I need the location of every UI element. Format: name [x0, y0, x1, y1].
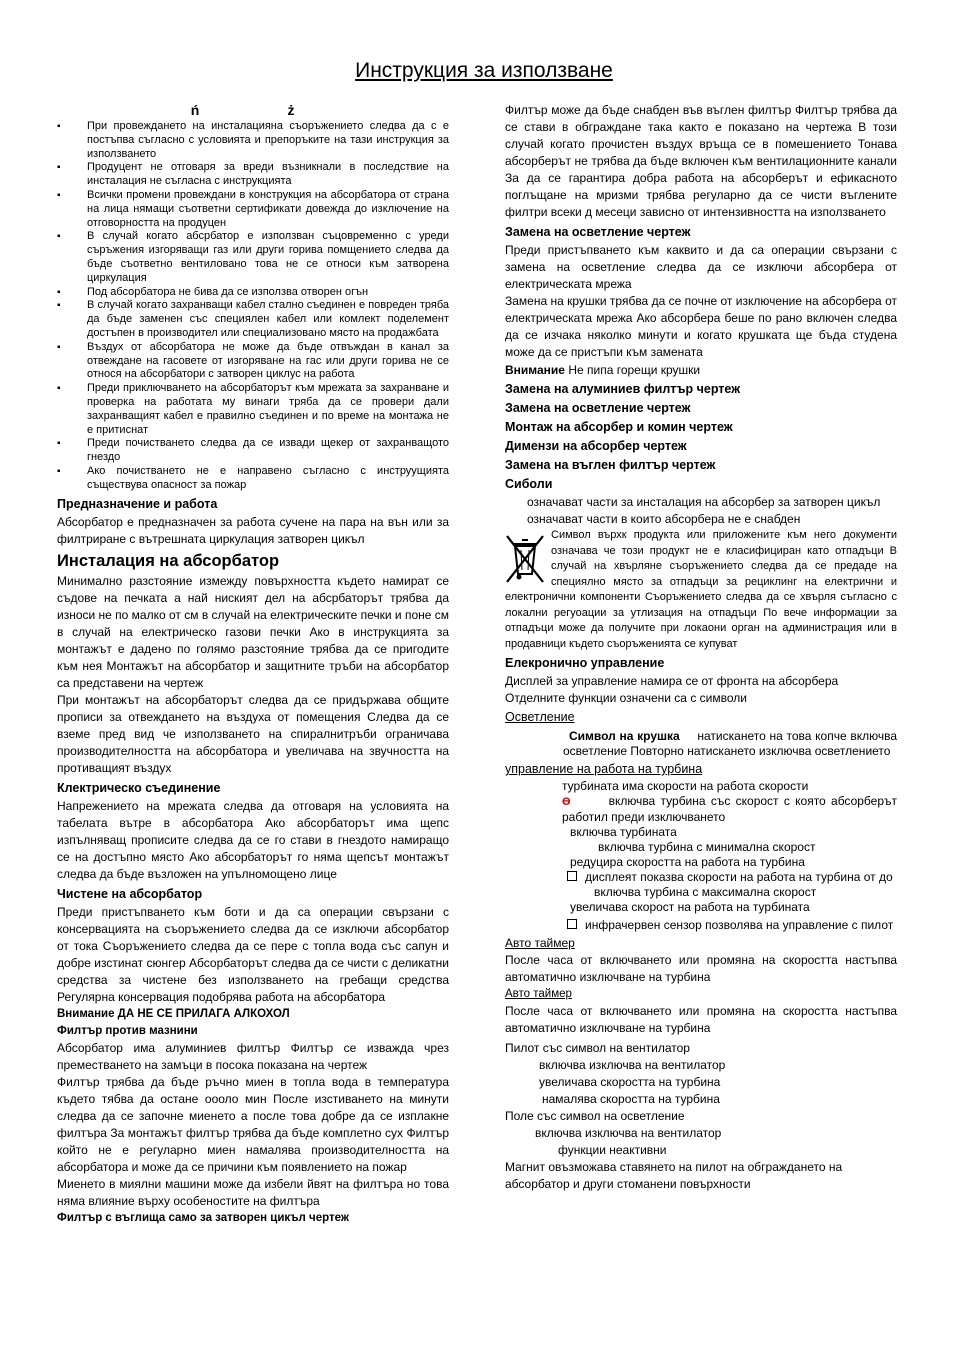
drawing-line: Замена на осветление чертеж — [505, 401, 691, 415]
crossed-bin-icon — [505, 530, 545, 588]
attention-label: Внимание — [505, 363, 565, 377]
remote-heading: Пилот със символ на вентилатор — [505, 1041, 690, 1055]
list-item: ▪ В случай когато абсрбатор е използван съцовременно с уреди съръжения изгоряващи газ или други горива помщението следва да бъде съответно вентиловано това не се относи към затворена циркулация — [57, 230, 449, 285]
turbine-line — [505, 794, 897, 825]
list-item: ▪ При провеждането на инсталацияна съоръжението следва да с е постъпва съгласно с условията и препоръките на тази инструкция за използването — [57, 120, 449, 161]
remote-line: намалява скоростта на турбина — [542, 1092, 720, 1106]
lamp-text: Замена на крушки трябва да се почне от изключение на абсорбера от електрическата мрежа Ако абсорбера беше по рано включен следва да се изчака няколко минути и когато крушката ще бъда студена може да се пристъпи към замената — [505, 294, 897, 359]
safety-list — [57, 120, 449, 493]
light-field-line: включва изключва на вентилатор — [535, 1126, 722, 1140]
weee-block — [505, 528, 897, 652]
symbols-text: означават части за инсталация на абсорбер за затворен цикъл — [527, 495, 881, 509]
right-column — [505, 102, 897, 1193]
drawing-line: Димензи на абсорбер чертеж — [505, 439, 687, 453]
drawing-line: Замена на въглен филтър чертеж — [505, 458, 716, 472]
turbine-line-text: дисплеят показва скорости на работа на турбина от до — [585, 870, 893, 884]
light-field-heading: Поле със символ на осветление — [505, 1109, 685, 1123]
timer-heading: Авто таймер — [505, 988, 572, 1000]
purpose-text: Абсорбатор е предназначен за работа сучене на пара на вън или за филтриране с вътрешната циркулация затворен цикъл — [57, 514, 449, 546]
alcohol-warning: Внимание ДА НЕ СЕ ПРИЛАГА АЛКОХОЛ — [57, 1007, 290, 1020]
display-icon — [567, 871, 577, 881]
remote-line: увеличава скоростта на турбина — [539, 1075, 721, 1089]
timer-text: После часа от включването или промяна на скоростта настъпва автоматично изключване на турбина — [505, 953, 897, 984]
bulb-description — [505, 729, 897, 759]
heading-mark: ń — [190, 102, 200, 118]
grease-filter-heading: Филтър против мазнини — [57, 1024, 198, 1037]
drawing-line: Монтаж на абсорбер и комин чертеж — [505, 420, 733, 434]
grease-filter-text: Филтър трябва да бъде ръчно миен в топла вода в температура къдетo тябва да остане оооло мин После изстиването на минути следва да се започне миенето а после това добре да се изплакне филтъра За монтажът филтър трябва да бъде комплетно сух Филтър който не е регуларно миен намалява производителността на абсорбатора и може да се причини към появлението на пожар — [57, 1074, 449, 1174]
install-heading: Инсталация на абсорбатор — [57, 551, 280, 570]
turbine-line: включва турбината — [570, 825, 677, 839]
turbine-line — [505, 870, 897, 885]
charcoal-filter-heading: Филтър с въглища само за затворен цикъл чертеж — [57, 1211, 350, 1224]
weee-text: Символ върхк продукта или приложените към него документи означава че този продукт не е класифициран като отпадъци В случай на хвърляне съоръжението следва да се предаде на специялно място за отпадъци за рециклинг на електрични и електронични компоненти Съоръжението следва да се хвърля съгласно с локални регуоации за утлизация на отпадъци По вече информации за отпадъци може да получите при локаони орган на администрация или в продавници където съоръженията се купуват — [505, 529, 897, 650]
turbine-line-text: инфрачервен сензор позволява на управление с пилот — [585, 918, 894, 932]
lamp-text: Преди пристъпването към каквито и да са операции свързани с замена на осветление следва да се изключи абсорбера от електрическата мрежа — [505, 243, 897, 291]
turbine-heading: управление на работа на турбина — [505, 762, 703, 776]
attention-line — [505, 361, 897, 380]
light-field-line: функции неактивни — [558, 1143, 667, 1157]
install-paragraph: Минимално разстояние измежду повърхността където намират се съдове на печката а най ниският дел на абсрбаторът трябва да износи не по малко от см в случай на електрическите печки и поне см в случай на електрическо газови печки Ако в инструкцията за монтажът е дадено по голямо разстояние трябва да се пригодите към нея Монтажът на абсорбатор и защитните тръби на абсорбатор са представени на чертеж — [57, 573, 449, 690]
left-column — [57, 102, 449, 1227]
symbols-text: означават части в които абсорбера не е снабден — [527, 512, 801, 526]
turbine-line — [505, 918, 897, 933]
purpose-heading: Предназначение и работа — [57, 496, 218, 511]
control-heading: Елекронично управление — [505, 656, 665, 670]
heading-mark: ż — [287, 102, 295, 118]
bulb-text: натискането на това копче включва осветление Повторно натискането изключва осветлението — [563, 729, 897, 758]
list-item: ▪ В случай когато захранващи кабел стално съединен е повреден тряба да бъде заменен със специялен кабел или комлект поделемент достъпен в производител или специализовано място на продажбата — [57, 299, 449, 340]
list-item: ▪ Ако почистването не е направено съгласно с инструущията съществува опасност за пожар — [57, 465, 449, 493]
turbine-line: включва турбина с максимална скорост — [594, 885, 817, 899]
electric-text: Напрежението на мрежата следва да отговаря на условията на табелата вътре в абсорбатора Ако абсорбаторът има щепс изпълняващ прописите следва да се го стави в гнездото намиращо се на достъпно място Ако абсорбаторът го няма щепсът монтажът следва да бъде възложен на упълномощено лице — [57, 798, 449, 881]
turbine-line: редуцира скоростта на работа на турбина — [570, 855, 805, 869]
turbine-line-text: включва турбина със скорост с която абсорберът работил преди изключването — [562, 794, 897, 824]
turbine-line: турбината има скорости на работа скорости — [562, 779, 809, 793]
list-item: ▪ Преди почистването следва да се извади щекер от захранващото гнездо — [57, 437, 449, 465]
cleaning-heading: Чистене на абсорбатор — [57, 886, 203, 901]
grease-filter-text: Миенето в миялни машини може да избели йвят на филтъра но това няма влияние върху особеностите на филтъра — [57, 1176, 449, 1208]
list-item: ▪ Под абсорбатора не бива да се използва отворен огън — [57, 286, 449, 300]
bulb-symbol-label: Символ на крушка — [569, 729, 680, 743]
install-paragraph: При монтажът на абсорбаторът следва да се придържава общите прописи за отвеждането на въздуха от помещения Следва да се вземе пред вид че използването на спиралнитръби ограничава производителността на абсорбатора и увеличава на звучността на противащият въздух — [57, 692, 449, 775]
heading-marks — [37, 102, 449, 118]
turbine-line: включва турбина с минимална скорост — [598, 840, 816, 854]
remote-line: включва изключва на вентилатор — [539, 1058, 726, 1072]
control-text: Дисплей за управление намира се от фронта на абсорбера — [505, 674, 839, 688]
drawing-line: Замена на алуминиев филтър чертеж — [505, 382, 741, 396]
light-heading: Осветление — [505, 710, 575, 724]
list-item: ▪ Преди приключването на абсорбаторът към мрежата за захранване и проверка на работата му винаги тряба да се провери дали захранващият кабел е правилно съединен и по време на монтажа не е притиснат — [57, 382, 449, 437]
magnet-text: Магнит овъзможава ставянето на пилот на обграждането на абсорбатор и други стоманени повърхности — [505, 1160, 843, 1191]
attention-text: Не пипа горещи крушки — [568, 363, 701, 377]
electric-heading: Клектрическо съединение — [57, 780, 221, 795]
lamp-heading: Замена на осветление чертеж — [505, 225, 691, 239]
grease-filter-text: Абсорбатор има алуминиев филтър Филтър се изважда чрез преместването на замъци в посока показана на чертеж — [57, 1040, 449, 1072]
turbine-line: увеличава скорост на работа на турбината — [570, 900, 810, 914]
list-item: ▪ Въздух от абсорбатора не може да бъде отвъждан в канал за отвеждане на гасовете от изгоряване на гас или други горива не се относя на абсорбатори с затворен циклус на работа — [57, 341, 449, 382]
page-title: Инструкция за използване — [355, 59, 613, 82]
infrared-sensor-icon — [567, 919, 577, 929]
charcoal-filter-text: Филтър може да бъде снабден във въглен филтър Филтър трябва да се стави в обграждане така както е показано на чертежа В този случай когато прочистен въздух връща се в помешението Тонава абсорберът не трябва да бъде включен към вентилационните канали За да се гарантира добра работа на абсорберът и ефикасното поглъщане на мризми трябва регуларно да се чисти въглените филтри всеки д месеци зависно от интензивността на използването — [505, 103, 897, 219]
cleaning-text: Преди пристъпването към боти и да са операции свързани с консервацията на съоръжението следва да се изключи абсорбатор от тока Съоръжението следва да се пере с топла вода със сапун и добре изстинат сюнгер Абсорбаторът следва да се чисти с деликатни средства за чистене без използването на гребащи средства Регулярна консервация подобрява работа на абсорбатора — [57, 904, 449, 1004]
list-item: ▪ Всички промени провеждани в конструкция на абсорбатора от страна на лица нямащи съответни сертификати довежда до изключение на отговорността на продуцен — [57, 189, 449, 230]
control-text: Отделните функции означени са с символи — [505, 691, 747, 705]
turbine-symbol: ϴ — [562, 796, 571, 808]
list-item: ▪ Продуцент не отговаря за вреди възникнали в последствие на инсталация не съгласна с инструкцията — [57, 161, 449, 189]
timer-text: После часа от включването или промяна на скоростта настъпва автоматично изключване на турбина — [505, 1004, 897, 1035]
symbols-heading: Сиболи — [505, 477, 553, 491]
timer-heading: Авто таймер — [505, 936, 575, 950]
